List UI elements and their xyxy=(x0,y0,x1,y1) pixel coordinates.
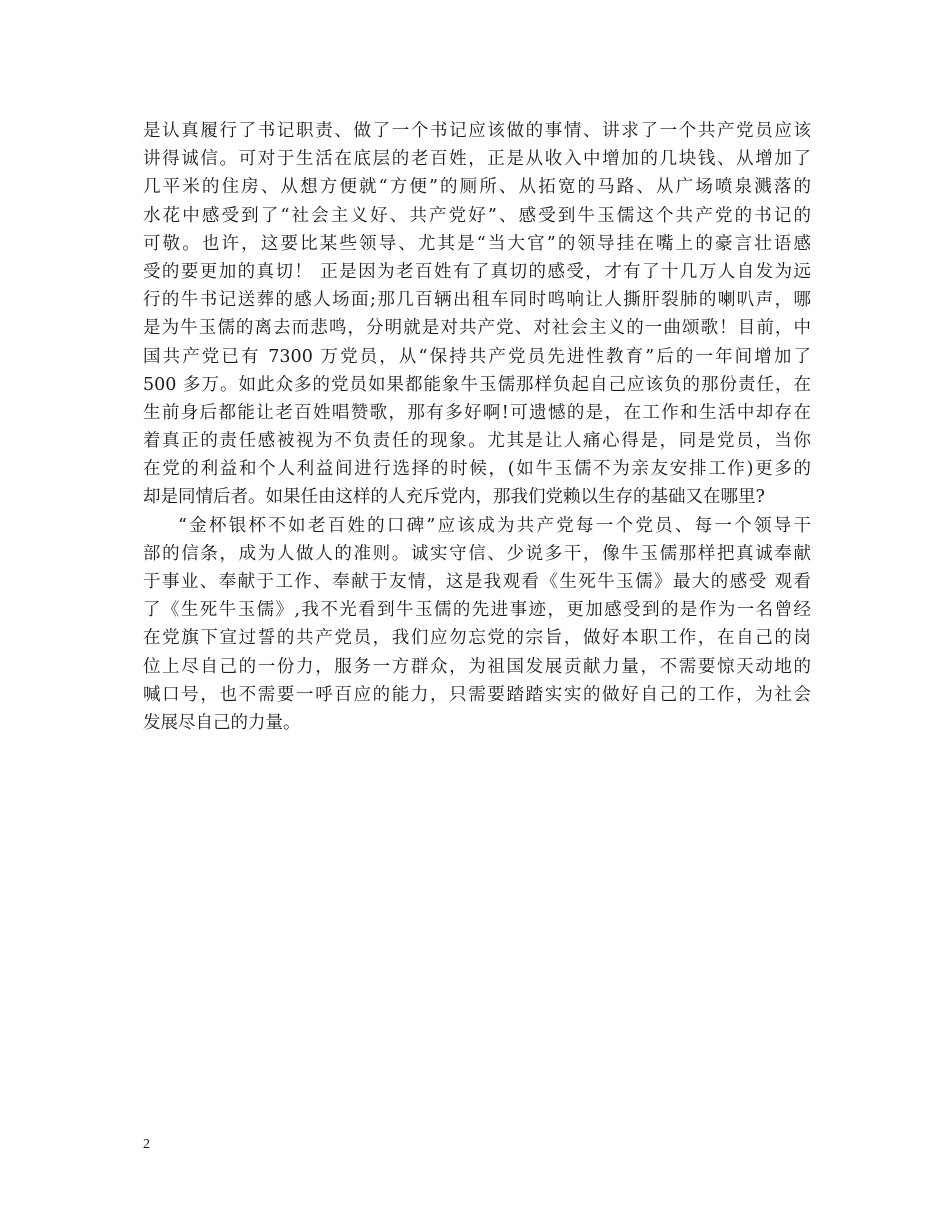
text-line: 几平米的住房、从想方便就“方便”的厕所、从拓宽的马路、从广场喷泉溅落的 xyxy=(143,177,811,198)
page-number: 2 xyxy=(143,1137,150,1152)
text-line: 可敬。也许，这要比某些领导、尤其是“当大官”的领导挂在嘴上的豪言壮语感 xyxy=(143,233,811,254)
text-line: 着真正的责任感被视为不负责任的现象。尤其是让人痛心得是，同是党员，当你 xyxy=(143,431,811,452)
text-line: 受的要更加的真切！ 正是因为老百姓有了真切的感受，才有了十几万人自发为远 xyxy=(143,261,811,282)
text-line: 行的牛书记送葬的感人场面;那几百辆出租车同时鸣响让人撕肝裂肺的喇叭声，哪 xyxy=(143,290,811,311)
text-line: 位上尽自己的一份力，服务一方群众，为祖国发展贡献力量，不需要惊天动地的 xyxy=(143,656,811,677)
text-line: 水花中感受到了“社会主义好、共产党好”、感受到牛玉儒这个共产党的书记的 xyxy=(143,205,811,226)
text-line: “金杯银杯不如老百姓的口碑”应该成为共产党每一个党员、每一个领导干 xyxy=(178,515,811,536)
text-line: 喊口号，也不需要一呼百应的能力，只需要踏踏实实的做好自己的工作，为社会 xyxy=(143,684,811,705)
text-line: 在党的利益和个人利益间进行选择的时候，(如牛玉儒不为亲友安排工作)更多的 xyxy=(143,459,811,480)
text-line: 讲得诚信。可对于生活在底层的老百姓，正是从收入中增加的几块钱、从增加了 xyxy=(143,149,811,170)
paragraph-1 xyxy=(143,117,811,512)
text-line: 却是同情后者。如果任由这样的人充斥党内，那我们党赖以生存的基础又在哪里? xyxy=(143,487,765,508)
text-line: 于事业、奉献于工作、奉献于友情，这是我观看《生死牛玉儒》最大的感受 观看 xyxy=(143,572,811,592)
text-line: 部的信条，成为人做人的准则。诚实守信、少说多干，像牛玉儒那样把真诚奉献 xyxy=(143,543,811,564)
text-line: 是为牛玉儒的离去而悲鸣，分明就是对共产党、对社会主义的一曲颂歌！目前，中 xyxy=(143,318,811,339)
text-line: 500 多万。如此众多的党员如果都能象牛玉儒那样负起自己应该负的那份责任，在 xyxy=(143,374,811,395)
text-line: 发展尽自己的力量。 xyxy=(143,712,301,733)
text-line: 是认真履行了书记职责、做了一个书记应该做的事情、讲求了一个共产党员应该 xyxy=(143,121,811,141)
text-line: 国共产党已有 7300 万党员，从“保持共产党员先进性教育”后的一年间增加了 xyxy=(143,346,811,367)
text-line: 了《生死牛玉儒》,我不光看到牛玉儒的先进事迹，更加感受到的是作为一名曾经 xyxy=(143,600,811,621)
paragraph-2 xyxy=(143,512,811,738)
body-text xyxy=(143,117,811,737)
text-line: 在党旗下宣过誓的共产党员，我们应勿忘党的宗旨，做好本职工作，在自己的岗 xyxy=(143,628,811,649)
text-line: 生前身后都能让老百姓唱赞歌，那有多好啊!可遗憾的是，在工作和生活中却存在 xyxy=(143,402,811,423)
